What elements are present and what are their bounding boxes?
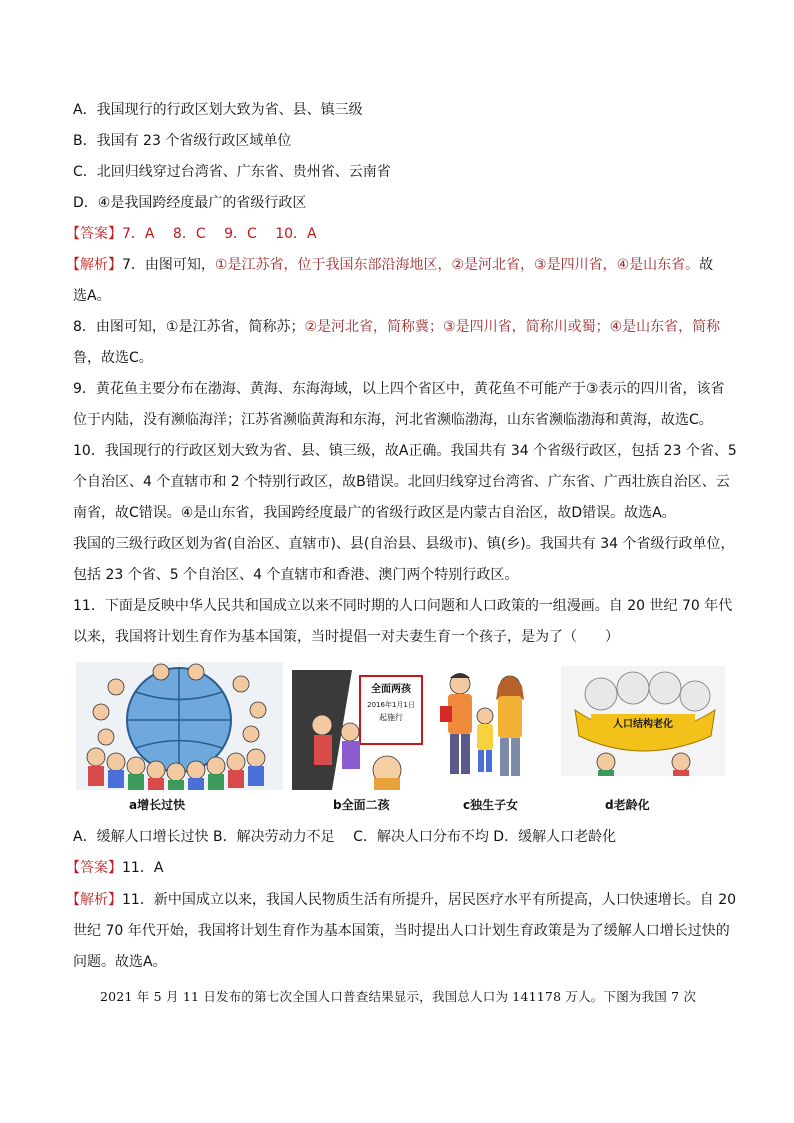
analysis2-line-3: 问题。故选A。: [73, 954, 167, 970]
answer-line: [66, 224, 317, 244]
comic-a-caption: a增长过快: [129, 798, 186, 812]
p8-part-b: ②是河北省，简称冀；③是四川省，简称川或蜀；④是山东省，简称: [304, 319, 721, 335]
p9-line-2: 位于内陆，没有濒临海洋；江苏省濒临黄海和东海，河北省濒临渤海，山东省濒临渤海和黄海，故选C。: [73, 412, 713, 428]
answer-text: 7．A 8．C 9．C 10．A: [122, 226, 317, 242]
option-b: B．我国有 23 个省级行政区域单位: [73, 133, 292, 149]
p8-part-a: 8．由图可知，①是江苏省，简称苏；: [73, 319, 305, 335]
q11-options: A．缓解人口增长过快 B．解决劳动力不足 C．解决人口分布不均 D．缓解人口老龄化: [73, 829, 617, 845]
analysis2-line-2: 世纪 70 年代开始，我国将计划生育作为基本国策，当时提出人口计划生育政策是为了缓解人口增长过快的: [73, 923, 730, 939]
answer-line-2: [66, 858, 163, 878]
analysis-lead: 7．由图可知，: [122, 257, 215, 273]
analysis-tag-2: 【解析】: [66, 892, 122, 908]
q11-line-2: 以来，我国将计划生育作为基本国策，当时提倡一对夫妻生育一个孩子，是为了（ ）: [73, 629, 619, 645]
analysis2-line-1: [66, 890, 736, 910]
next-question-intro: 2021 年 5 月 11 日发布的第七次全国人口普查结果显示，我国总人口为 141178 万人。下图为我国 7 次: [100, 989, 697, 1004]
answer-tag: 【答案】: [66, 226, 122, 242]
p8-line-1: [73, 317, 720, 337]
comic-b-sign-title: 全面两孩: [371, 684, 411, 695]
note-line-1: 我国的三级行政区划为省(自治区、直辖市)、县(自治县、县级市)、镇(乡)。我国共有 34 个省级行政单位，: [73, 536, 735, 552]
p9-line-1: 9．黄花鱼主要分布在渤海、黄海、东海海域，以上四个省区中，黄花鱼不可能产于③表示的四川省，该省: [73, 381, 725, 397]
analysis2-text-1: 11．新中国成立以来，我国人民物质生活有所提升，居民医疗水平有所提高，人口快速增长。自 20: [122, 892, 737, 908]
option-d: D．④是我国跨经度最广的省级行政区: [73, 195, 307, 211]
comic-c-image: [438, 670, 534, 780]
analysis-line-1: [66, 255, 713, 275]
comic-b-sign-date: 2016年1月1日: [367, 701, 415, 709]
analysis-tail: 故: [699, 257, 714, 273]
option-a: A．我国现行的行政区划大致为省、县、镇三级: [73, 102, 363, 118]
answer-text-2: 11．A: [122, 860, 164, 876]
comic-c-caption: c独生子女: [463, 798, 519, 812]
analysis-line-2: 选A。: [73, 288, 111, 304]
comic-d-banner: 人口结构老化: [613, 719, 673, 730]
p10-line-1: 10．我国现行的行政区划大致为省、县、镇三级，故A正确。我国共有 34 个省级行政区，包括 23 个省、5: [73, 443, 737, 459]
comic-a-image: [76, 662, 283, 790]
comic-b-image: [292, 670, 425, 790]
analysis-provinces: ①是江苏省，位于我国东部沿海地区，②是河北省，③是四川省，④是山东省。: [214, 257, 700, 273]
comic-d-caption: d老龄化: [605, 798, 650, 812]
answer-tag-2: 【答案】: [66, 860, 122, 876]
option-c: C．北回归线穿过台湾省、广东省、贵州省、云南省: [73, 164, 391, 180]
p10-line-3: 南省，故C错误。④是山东省，我国跨经度最广的省级行政区是内蒙古自治区，故D错误。故选A。: [73, 505, 676, 521]
comic-strip: [73, 662, 733, 812]
analysis-tag: 【解析】: [66, 257, 122, 273]
p8-line-2: 鲁，故选C。: [73, 350, 153, 366]
q11-line-1: 11．下面是反映中华人民共和国成立以来不同时期的人口问题和人口政策的一组漫画。自 20 世纪 70 年代: [73, 598, 733, 614]
comic-b-sign-effect: 起施行: [379, 713, 403, 722]
comic-d-image: [561, 666, 725, 776]
comic-b-caption: b全面二孩: [333, 798, 390, 812]
p10-line-2: 个自治区、4 个直辖市和 2 个特别行政区，故B错误。北回归线穿过台湾省、广东省、广西壮族自治区、云: [73, 474, 730, 490]
note-line-2: 包括 23 个省、5 个自治区、4 个直辖市和香港、澳门两个特别行政区。: [73, 567, 519, 583]
